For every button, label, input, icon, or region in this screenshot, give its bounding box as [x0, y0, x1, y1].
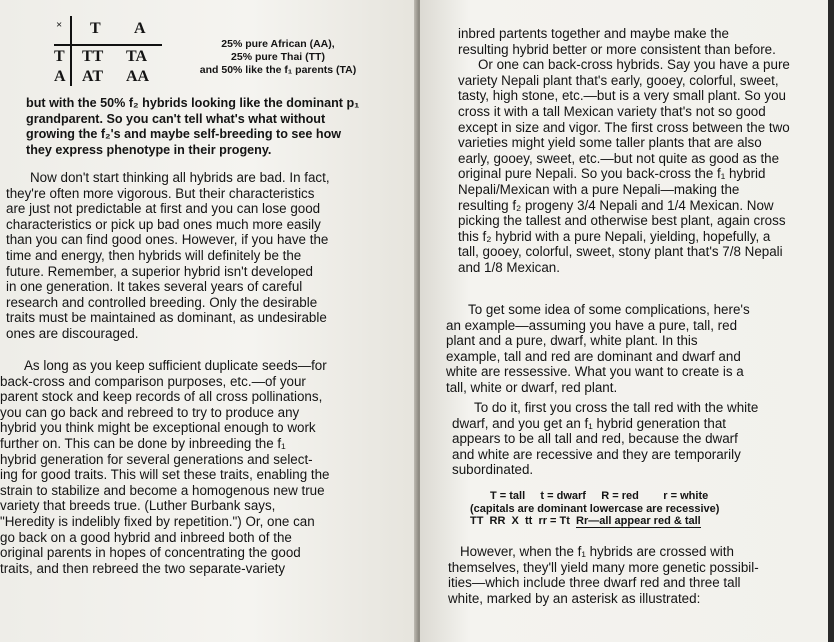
text-line: in one generation. It takes several years of careful — [6, 279, 303, 295]
text-line: varieties might yield some taller plants that are also — [458, 135, 762, 151]
text-line: strain to stabilize and become a homogenous new true — [0, 482, 325, 498]
legend-cross: TT RR X tt rr = Tt — [470, 515, 577, 527]
paragraph-seeds — [0, 358, 329, 576]
text-line: ities—which include three dwarf red and three tall — [448, 575, 741, 591]
legend-line: (capitals are dominant lowercase are recessive) — [470, 502, 720, 515]
legend-line — [466, 515, 796, 528]
text-line: you can go back and rebreed to try to produce any — [0, 404, 300, 420]
text-line: variety that breeds true. (Luther Burbank says, — [0, 498, 276, 514]
text-line: future. Remember, a superior hybrid isn't developed — [6, 263, 313, 279]
text-line: go back on a good hybrid and inbreed both of the — [0, 529, 292, 545]
text-line: this f₂ hybrid with a pure Nepali, yielding, hopefully, a — [458, 228, 771, 244]
punnett-divider — [70, 16, 72, 86]
punnett-cell: AT — [82, 68, 104, 85]
text-line: ones are discouraged. — [6, 325, 139, 341]
text-line: characteristics or pick up bad ones much more easily — [6, 216, 321, 232]
punnett-cell: TT — [82, 48, 104, 65]
text-line: themselves, they'll yield many more genetic possibil- — [448, 559, 759, 575]
text-line: picking the tallest and otherwise best plant, again cross — [458, 213, 786, 229]
punnett-row-header: T — [54, 48, 65, 65]
paragraph-hybrids — [6, 170, 330, 342]
punnett-row-header: A — [54, 68, 66, 85]
text-line: traits must be maintained as dominant, as undesirable — [6, 310, 327, 326]
text-line: ing for good traits. This will set these traits, enabling the — [0, 467, 330, 483]
text-line: original pure Nepali. So you back-cross the f₁ hybrid — [458, 166, 766, 182]
text-line: Now don't start thinking all hybrids are bad. In fact, — [30, 170, 330, 185]
punnett-square — [50, 14, 162, 86]
legend-line: T = tall t = dwarf R = red r = white — [490, 490, 709, 502]
text-line: time and energy, then hybrids will definitely be the — [6, 247, 302, 263]
punnett-cell: AA — [126, 68, 150, 85]
text-line: As long as you keep sufficient duplicate seeds—for — [24, 358, 327, 373]
text-line: they're often more vigorous. But their characteristics — [6, 185, 315, 201]
punnett-divider — [54, 44, 162, 46]
text-line: appears to be all tall and red, because the dwarf — [452, 431, 738, 447]
text-line: resulting hybrid better or more consistent than before. — [458, 41, 776, 57]
paragraph-example — [446, 302, 750, 396]
text-line: further on. This can be done by inbreeding the f₁ — [0, 435, 286, 451]
text-line: and 1/8 Mexican. — [458, 259, 560, 275]
text-line: subordinated. — [452, 462, 534, 478]
text-line: are just not predictable at first and you can lose good — [6, 201, 321, 217]
text-line: tall, gooey, colorful, sweet, stony plant that's 7/8 Nepali — [458, 244, 783, 260]
page-edge — [828, 0, 834, 642]
text-line: To get some idea of some complications, here's — [468, 302, 750, 317]
text-line: tall, white or dwarf, red plant. — [446, 379, 618, 395]
punnett-col-header: A — [134, 20, 146, 37]
text-line: grandparent. So you can't tell what's what without — [26, 111, 326, 126]
bold-paragraph — [26, 96, 359, 158]
text-line: except in size and vigor. The first cross between the two — [458, 119, 790, 135]
text-line: white, marked by an asterisk as illustrated: — [448, 590, 701, 606]
text-line: variety Nepali plant that's early, gooey, colorful, sweet, — [458, 72, 779, 88]
text-line: However, when the f₁ hybrids are crossed with — [460, 544, 734, 559]
legend-result: Rr—all appear red & tall — [576, 515, 701, 527]
text-line: resulting f₂ progeny 3/4 Nepali and 1/4 Mexican. Now — [458, 197, 774, 213]
text-line: example, tall and red are dominant and dwarf and — [446, 348, 741, 364]
text-line: original parents in hopes of concentrating the good — [0, 545, 301, 561]
text-line: parent stock and keep records of all cross pollinations, — [0, 389, 323, 405]
text-line: "Heredity is indelibly fixed by repetition.") Or, one can — [0, 513, 315, 529]
text-line: back-cross and comparison purposes, etc.—of your — [0, 373, 306, 389]
text-line: growing the f₂'s and maybe self-breeding to see how — [26, 127, 342, 142]
text-line: than you can find good ones. However, if you have the — [6, 232, 329, 248]
punnett-cell: TA — [126, 48, 148, 65]
punnett-col-header: T — [90, 20, 101, 37]
text-line: inbred partents together and maybe make the — [458, 26, 729, 41]
text-line: traits, and then rebreed the two separate-variety — [0, 560, 286, 576]
text-line: but with the 50% f₂ hybrids looking like the dominant p₁ — [26, 96, 360, 110]
text-line: dwarf, and you get an f₁ hybrid generation that — [452, 415, 726, 431]
text-line: cross it with a tall Mexican variety that's not so good — [458, 103, 766, 119]
text-line: and white are recessive and they are temporarily — [452, 446, 741, 462]
text-line: To do it, first you cross the tall red with the white — [474, 400, 759, 415]
punnett-corner: × — [56, 19, 63, 31]
paragraph-however — [448, 544, 759, 606]
text-line: hybrid generation for several generations and select- — [0, 451, 313, 467]
ratio-line: 25% pure African (AA), — [221, 38, 335, 50]
text-line: tasty, high stone, etc.—but is a very small plant. So you — [458, 88, 786, 104]
text-line: hybrid you think might be exceptional enough to work — [0, 420, 316, 436]
text-line: they express phenotype in their progeny. — [26, 142, 272, 157]
text-line: early, gooey, sweet, etc.—but not quite as good as the — [458, 150, 780, 166]
paragraph-backcross — [458, 26, 790, 276]
text-line: Or one can back-cross hybrids. Say you have a pure — [478, 57, 790, 73]
ratio-caption — [188, 38, 368, 77]
text-line: research and controlled breeding. Only the desirable — [6, 294, 318, 310]
text-line: white are ressessive. What you want to create is a — [446, 364, 744, 380]
right-page — [420, 0, 830, 642]
text-line: an example—assuming you have a pure, tall, red — [446, 317, 738, 333]
ratio-line: 25% pure Thai (TT) — [231, 51, 325, 63]
text-line: Nepali/Mexican with a pure Nepali—making the — [458, 181, 740, 197]
paragraph-cross — [452, 400, 758, 478]
genetics-legend — [466, 490, 796, 528]
ratio-line: and 50% like the f₁ parents (TA) — [199, 64, 357, 76]
text-line: plant and a pure, dwarf, white plant. In this — [446, 333, 698, 349]
